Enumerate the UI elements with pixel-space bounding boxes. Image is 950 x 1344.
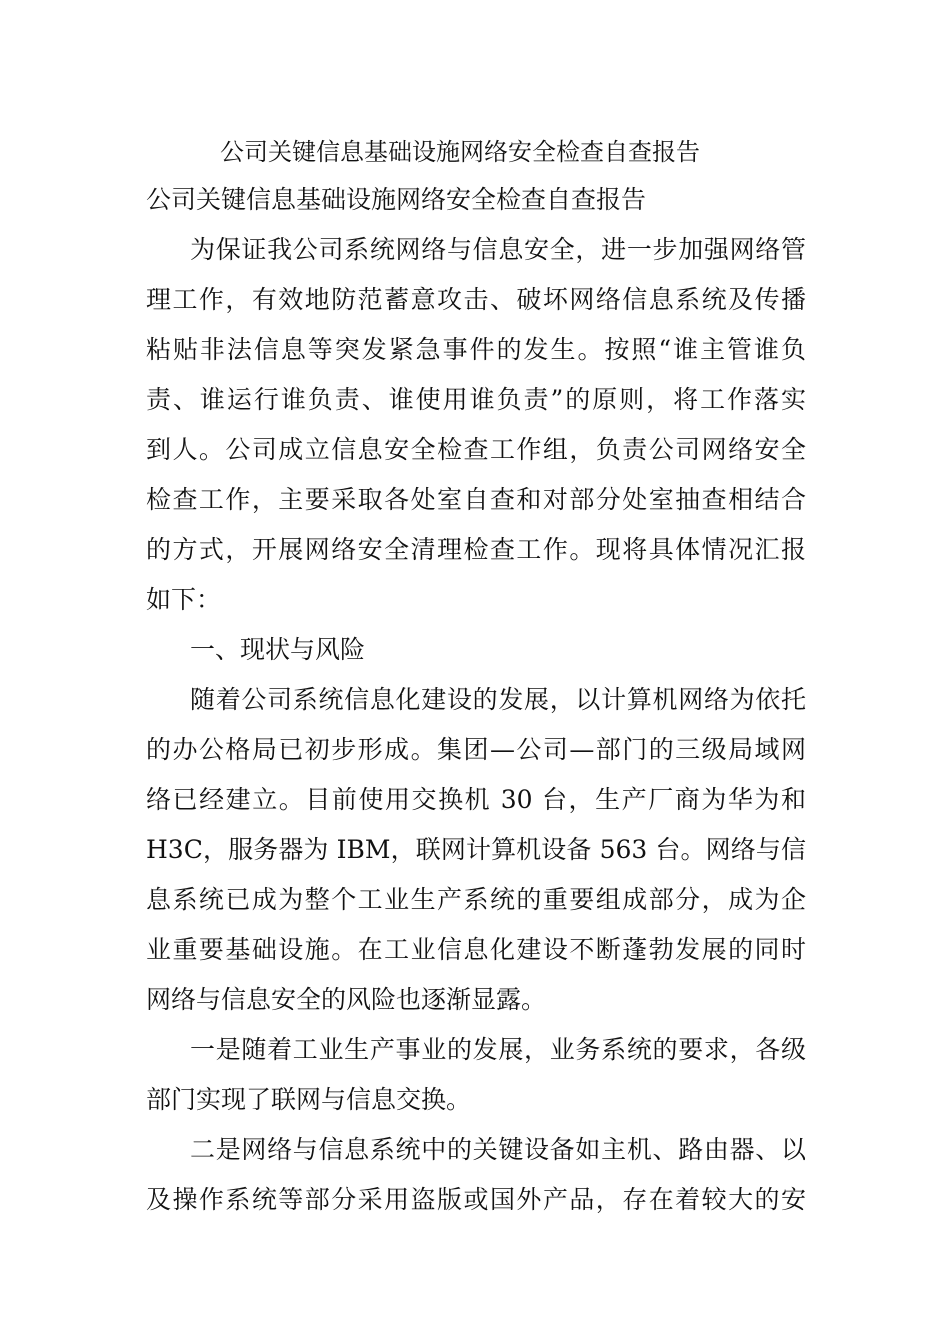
paragraph-line: 随着公司系统信息化建设的发展，以计算机网络为依托 — [190, 685, 806, 714]
paragraph-line: 粘贴非法信息等突发紧急事件的发生。按照“谁主管谁负 — [146, 335, 806, 364]
paragraph-line: 的方式，开展网络安全清理检查工作。现将具体情况汇报 — [146, 535, 806, 564]
paragraph-line: 二是网络与信息系统中的关键设备如主机、路由器、以 — [190, 1135, 806, 1164]
paragraph-line: 理工作，有效地防范蓄意攻击、破坏网络信息系统及传播 — [146, 285, 806, 314]
section-heading: 一、现状与风险 — [190, 635, 366, 664]
paragraph-line: 责、谁运行谁负责、谁使用谁负责”的原则，将工作落实 — [146, 385, 806, 414]
paragraph-line: 息系统已成为整个工业生产系统的重要组成部分，成为企 — [146, 885, 806, 914]
paragraph-line: 络已经建立。目前使用交换机 30 台，生产厂商为华为和 — [146, 785, 806, 814]
paragraph-line: 如下： — [146, 585, 222, 614]
paragraph-line: 网络与信息安全的风险也逐渐显露。 — [146, 985, 547, 1014]
paragraph-line: 及操作系统等部分采用盗版或国外产品，存在着较大的安 — [146, 1185, 806, 1214]
paragraph-line: 一是随着工业生产事业的发展，业务系统的要求，各级 — [190, 1035, 806, 1064]
document-title: 公司关键信息基础设施网络安全检查自查报告 — [220, 138, 700, 166]
document-subtitle: 公司关键信息基础设施网络安全检查自查报告 — [146, 185, 647, 214]
paragraph-line: 部门实现了联网与信息交换。 — [146, 1085, 472, 1114]
paragraph-line: 为保证我公司系统网络与信息安全，进一步加强网络管 — [190, 235, 806, 264]
paragraph-line: 业重要基础设施。在工业信息化建设不断蓬勃发展的同时 — [146, 935, 806, 964]
paragraph-line: 检查工作，主要采取各处室自查和对部分处室抽查相结合 — [146, 485, 806, 514]
paragraph-line: H3C，服务器为 IBM，联网计算机设备 563 台。网络与信 — [146, 835, 806, 864]
paragraph-line: 到人。公司成立信息安全检查工作组，负责公司网络安全 — [146, 435, 806, 464]
paragraph-line: 的办公格局已初步形成。集团—公司—部门的三级局域网 — [146, 735, 806, 764]
